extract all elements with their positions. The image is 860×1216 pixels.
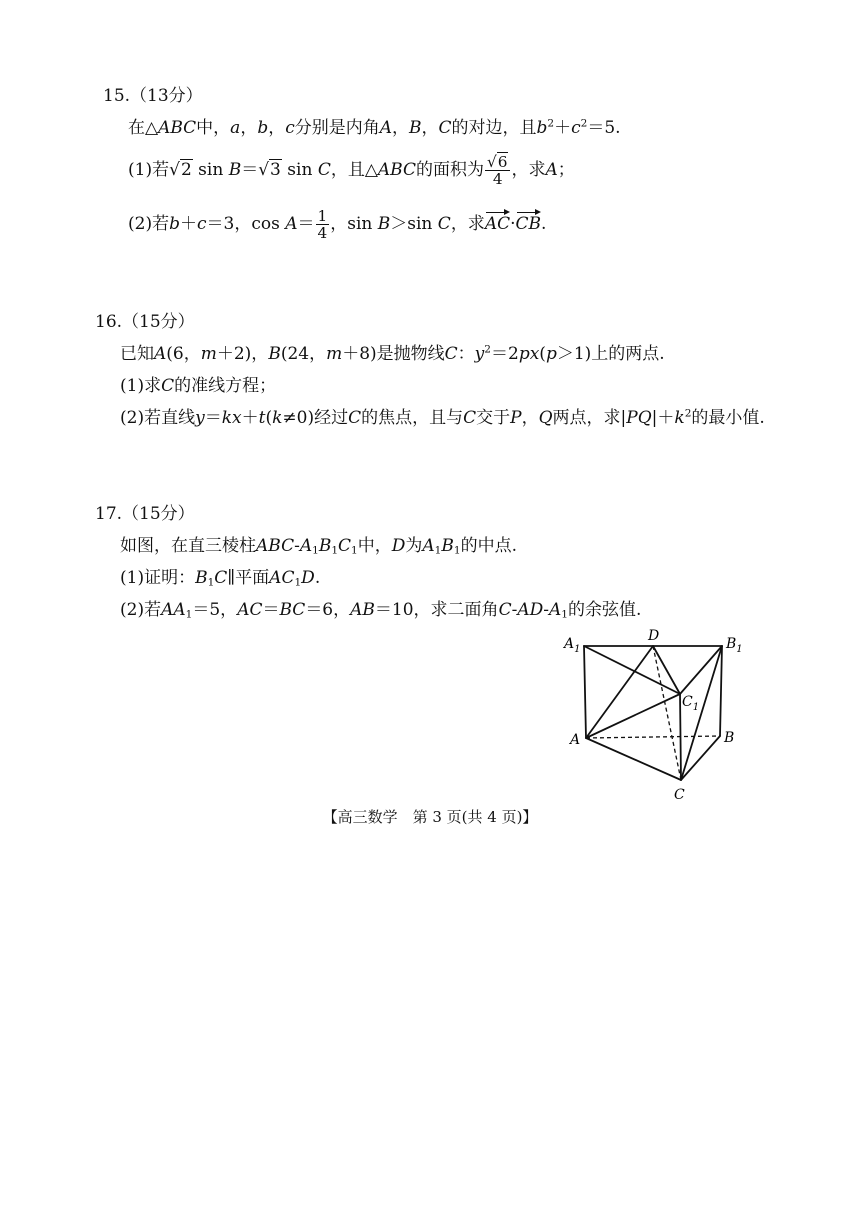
problem-15-part-2: (2)若b＋c＝3，cos A＝ $\frac{1}{4}$ ，sin B＞sin C，求AC·CB.: [128, 207, 547, 243]
label-c: C: [674, 787, 685, 802]
problem-17-part-1: (1)证明：$B_1C\parallel$平面$AC_1D$.: [120, 568, 321, 589]
page-footer: 【高三数学 第 3 页(共 4 页)】: [322, 808, 538, 826]
problem-15-header: 15.（13分）: [103, 86, 203, 106]
problem-17-part-2: (2)若$AA_1=5$，AC＝BC＝6，AB＝10，求二面角$C-AD-A_1$的余弦值.: [120, 600, 642, 621]
label-d: D: [648, 628, 660, 644]
vector-cb: CB: [516, 211, 542, 234]
edge-a1-a: [584, 646, 586, 738]
segment-a-c1: [586, 694, 680, 738]
segment-b1-c: [681, 646, 722, 780]
problem-16-header: 16.（15分）: [95, 312, 195, 332]
edge-b1-c1: [680, 646, 722, 694]
label-a1: $A_1$: [564, 636, 581, 655]
label-c1: $C_1$: [682, 694, 700, 713]
edge-b1-b: [720, 646, 722, 736]
problem-16-part-1: (1)求C的准线方程；: [120, 376, 277, 396]
problem-17-given: 如图，在直三棱柱ABC-$A_1B_1C_1$中，D为$A_1B_1$的中点.: [120, 536, 517, 557]
hidden-edge-a-b: [586, 736, 720, 738]
problem-16-part-2: (2)若直线y＝kx＋t(k≠0)经过C的焦点，且与C交于P，Q两点，求$|PQ|+k^2$的最小值.: [120, 407, 765, 428]
problem-16-given: 已知A(6，m＋2)，B(24，m＋8)是抛物线C：$y^2=2px(p>1)$上的两点.: [120, 343, 665, 364]
segment-a-d: [586, 646, 653, 738]
hidden-segment-d-c: [653, 646, 681, 780]
prism-figure: [560, 622, 760, 802]
vector-ac: AC: [485, 211, 510, 234]
label-b1: $B_1$: [726, 636, 743, 655]
label-a: A: [570, 732, 581, 748]
problem-15-part-1: (1)若√2 sin B＝√3 sin C，且△ABC的面积为 $\frac{√6}{4}$ ，求A；: [128, 153, 575, 189]
fraction-1-over-4: $\frac{1}{4}$: [317, 207, 328, 243]
label-b: B: [724, 730, 735, 746]
problem-15-given: 在△ABC中，a，b，c分别是内角A，B，C的对边，且$b^2+c^2=5$.: [128, 117, 621, 138]
problem-17-header: 17.（15分）: [95, 504, 195, 524]
fraction-sqrt6-over-4: $\frac{√6}{4}$: [485, 154, 510, 187]
edge-a-c: [586, 738, 681, 780]
